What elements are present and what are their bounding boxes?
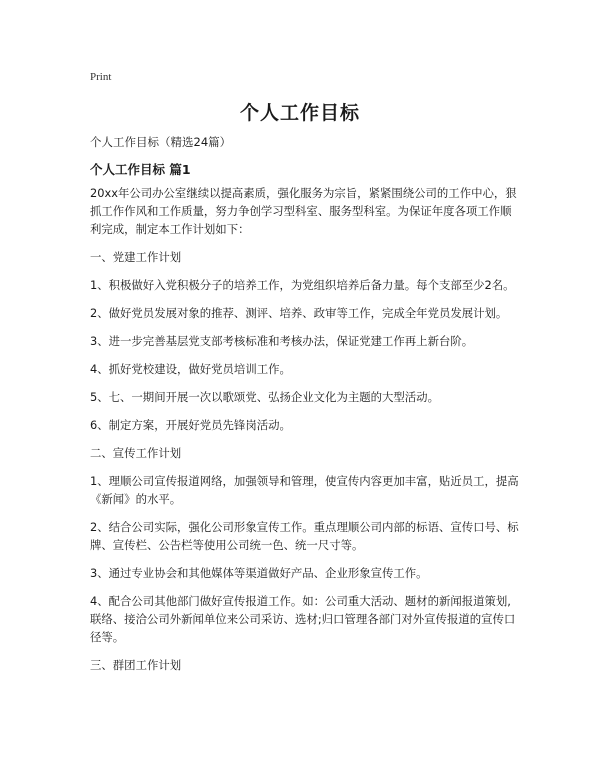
list-item: 2、做好党员发展对象的推荐、测评、培养、政审等工作，完成全年党员发展计划。 [90, 306, 508, 320]
list-item: 5、七、一期间开展一次以歌颂党、弘扬企业文化为主题的大型活动。 [90, 390, 439, 404]
list-item: 3、进一步完善基层党支部考核标准和考核办法，保证党建工作再上新台阶。 [90, 334, 474, 348]
list-item: 1、理顺公司宣传报道网络，加强领导和管理，使宣传内容更加丰富，贴近员工，提高《新闻》的水平。 [90, 474, 519, 506]
list-item: 4、配合公司其他部门做好宣传报道工作。如：公司重大活动、题材的新闻报道策划,联络、接洽公司外新闻单位来公司采访、选材;归口管理各部门对外宣传报道的宣传口径等。 [90, 594, 516, 644]
section-party-heading: 一、党建工作计划 [90, 250, 182, 264]
list-item: 2、结合公司实际，强化公司形象宣传工作。重点理顺公司内部的标语、宣传口号、标牌、宣传栏、公告栏等使用公司统一色、统一尺寸等。 [90, 520, 519, 552]
page-title: 个人工作目标 [239, 102, 360, 124]
print-label: Print [90, 71, 112, 83]
list-item: 4、抓好党校建设，做好党员培训工作。 [90, 362, 291, 376]
document-body [90, 184, 520, 684]
list-item: 3、通过专业协会和其他媒体等渠道做好产品、企业形象宣传工作。 [90, 566, 428, 580]
intro-paragraph: 20xx年公司办公室继续以提高素质，强化服务为宗旨，紧紧围绕公司的工作中心，狠抓工作作风和工作质量，努力争创学习型科室、服务型科室。为保证年度各项工作顺利完成，制定本工作计划如下： [90, 186, 517, 236]
section-group-heading: 三、群团工作计划 [90, 658, 182, 672]
list-item: 1、积极做好入党积极分子的培养工作，为党组织培养后备力量。每个支部至少2名。 [90, 278, 515, 292]
document-subtitle: 个人工作目标（精选24篇） [90, 135, 232, 149]
section-heading: 个人工作目标 篇1 [90, 162, 191, 177]
section-publicity-heading: 二、宣传工作计划 [90, 446, 182, 460]
list-item: 6、制定方案，开展好党员先锋岗活动。 [90, 418, 291, 432]
